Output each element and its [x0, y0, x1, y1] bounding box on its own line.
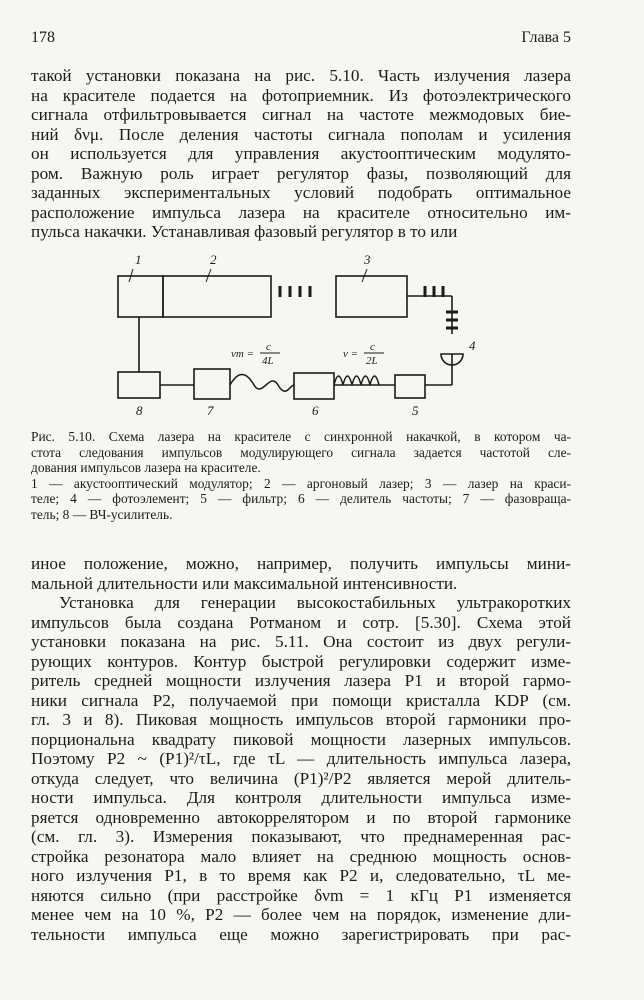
text-line: мальной длительности или максимальной интенсивности.: [31, 573, 458, 593]
caption-line: тель; 8 — ВЧ-усилитель.: [31, 506, 173, 522]
text-line: импульсов была создана Ротманом и сотр. [5.30]. Схема этой: [31, 612, 571, 632]
text-line: на красителе подается на фотоприемник. Из фотоэлектрического: [31, 85, 571, 105]
label-4: 4: [469, 338, 476, 353]
label-3: 3: [364, 252, 371, 267]
text-line: Поэтому P2 ~ (P1)²/τL, где τL — длительность импульса лазера,: [31, 749, 571, 768]
text-line: пульса накачки. Устанавливая фазовый регулятор в то или: [31, 222, 458, 241]
text-line: няются сильно (при расстройке δνm = 1 кГц P1 изменяется: [31, 885, 571, 905]
figure-caption: [31, 429, 571, 522]
text-line: иное положение, можно, например, получить импульсы мини-: [31, 554, 571, 573]
label-6: 6: [312, 403, 319, 418]
text-line: тельности импульса еще можно зарегистрировать при рас-: [31, 924, 571, 944]
caption-line: теле; 4 — фотоэлемент; 5 — фильтр; 6 — делитель частоты; 7 — фазовраща-: [31, 491, 571, 506]
text-line: рующих контуров. Контур быстрой регулировки содержит изме-: [31, 651, 571, 671]
text-line: (см. гл. 3). Измерения показывают, что преднамеренная рас-: [31, 827, 571, 846]
vm-num: c: [266, 341, 271, 353]
text-line: ники сигнала P2, получаемой при помощи кристалла KDP (см.: [31, 690, 571, 710]
vm-formula: [231, 341, 280, 367]
caption-line: Рис. 5.10. Схема лазера на красителе с синхронной накачкой, в котором ча-: [31, 429, 571, 444]
text-line: ного излучения P1, в то время как P2 и, следовательно, τL ме-: [31, 866, 571, 885]
pulse-train-argon: [280, 286, 310, 297]
text-line: ности импульса. Для контроля длительности импульса изме-: [31, 788, 571, 807]
chapter-title: Глава 5: [521, 29, 571, 46]
text-line: ряется одновременно автокоррелятором и по второй гармонике: [31, 807, 571, 827]
text-line: такой установки показана на рис. 5.10. Часть излучения лазера: [31, 66, 571, 85]
block-3-dye-laser: [336, 276, 407, 317]
block-6-frequency-divider: [294, 373, 334, 399]
text-line: установки показана на рис. 5.11. Она состоит из двух регули-: [31, 632, 571, 651]
block-8-rf-amplifier: [118, 372, 160, 398]
block-7-phase-shifter: [194, 369, 230, 399]
vm-den: 4L: [262, 355, 274, 367]
text-line: стройка резонатора мало влияет на среднюю мощность основ-: [31, 846, 571, 866]
text-line: менее чем на 10 %, P2 — более чем на порядок, изменение дли-: [31, 905, 571, 924]
block-5-filter: [395, 375, 425, 398]
divided-wave: [334, 376, 379, 385]
v-lhs: ν =: [343, 348, 359, 360]
text-line: гл. 3 и 8). Пиковая мощность импульсов второй гармоники про-: [31, 710, 571, 729]
text-line: ритель средней мощности излучения лазера P1 и второй гармо-: [31, 671, 571, 690]
caption-line: 1 — акустооптический модулятор; 2 — аргоновый лазер; 3 — лазер на краси-: [31, 475, 571, 491]
text-line: Установка для генерации высокостабильных ультракоротких: [59, 593, 571, 612]
label-5: 5: [412, 403, 419, 418]
v-num: c: [370, 341, 375, 353]
text-line: ром. Важную роль играет регулятор фазы, позволяющий для: [31, 163, 571, 183]
text-line: откуда следует, что величина (P1)²/P2 является мерой длитель-: [31, 768, 571, 788]
label-7: 7: [207, 403, 214, 418]
text-line: ний δνμ. После деления частоты сигнала пополам и усиления: [31, 124, 571, 144]
text-line: заданных экспериментальных условий подобрать оптимальное: [31, 183, 571, 202]
text-line: он используется для управления акустооптическим модулято-: [31, 144, 571, 163]
block-1-modulator: [118, 276, 163, 317]
modulation-wave: [230, 375, 294, 392]
v-den: 2L: [366, 355, 378, 367]
paragraph-2: [31, 554, 571, 593]
label-2: 2: [210, 252, 217, 267]
v-formula: [343, 341, 384, 367]
block-2-argon-laser: [163, 276, 271, 317]
caption-line: стота следования импульсов модулирующего сигнала задается частотой сле-: [31, 444, 571, 460]
text-line: порциональна квадрату пиковой мощности лазерных импульсов.: [31, 729, 571, 749]
text-line: сигнала отфильтровывается сигнал на частоте межмодовых бие-: [31, 105, 571, 124]
label-1: 1: [135, 252, 142, 267]
text-line: расположение импульса лазера на красителе относительно им-: [31, 202, 571, 222]
vm-lhs: νm =: [231, 348, 254, 360]
paragraph-3: [31, 593, 571, 944]
caption-line: дования импульсов лазера на красителе.: [31, 460, 261, 475]
page-number: 178: [31, 29, 55, 46]
label-8: 8: [136, 403, 143, 418]
